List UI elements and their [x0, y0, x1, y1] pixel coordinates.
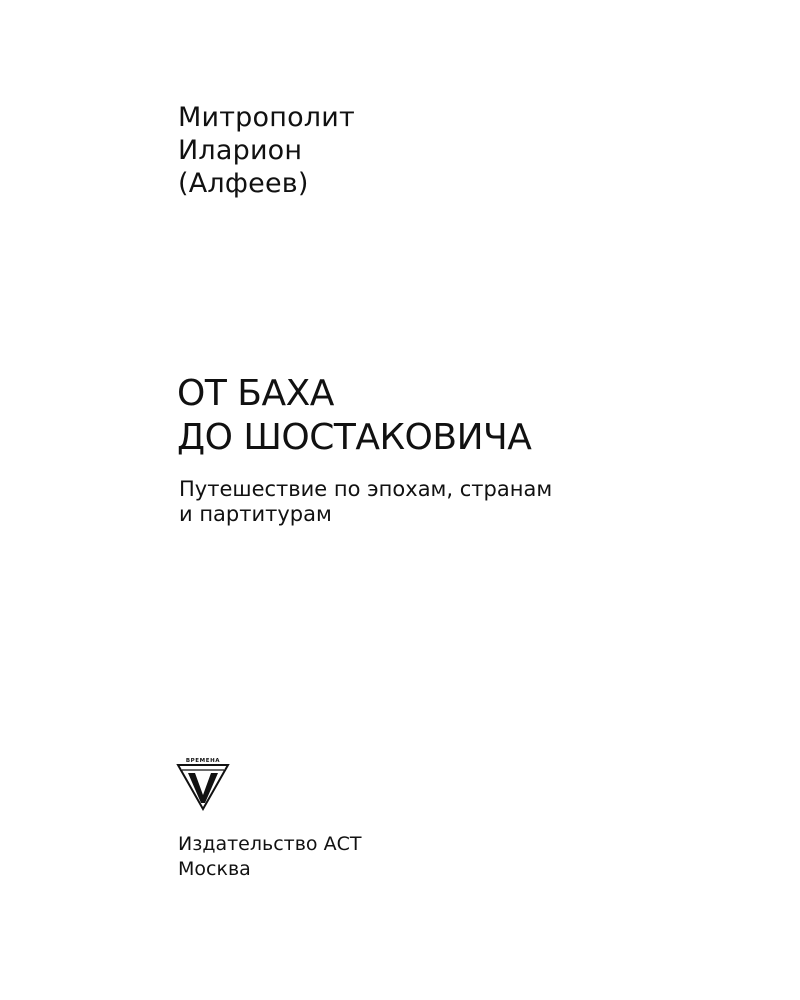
publisher-block [178, 832, 361, 882]
author-block [178, 101, 355, 200]
author-title: Митрополит [178, 102, 355, 133]
author-name: Иларион [178, 135, 303, 166]
book-subtitle-line-2: и партитурам [179, 502, 332, 526]
publisher-name: Издательство АСТ [178, 833, 362, 855]
author-surname: (Алфеев) [178, 168, 309, 199]
logo-lettering: ВРЕМЕНА [185, 758, 221, 764]
book-title-line-2: ДО ШОСТАКОВИЧА [177, 417, 532, 458]
book-title-line-1: ОТ БАХА [177, 373, 334, 414]
vremena-v-logo-icon [175, 755, 231, 811]
book-subtitle [179, 477, 552, 527]
book-title [177, 372, 531, 460]
book-subtitle-line-1: Путешествие по эпохам, странам [179, 477, 553, 501]
publisher-city: Москва [178, 858, 251, 880]
